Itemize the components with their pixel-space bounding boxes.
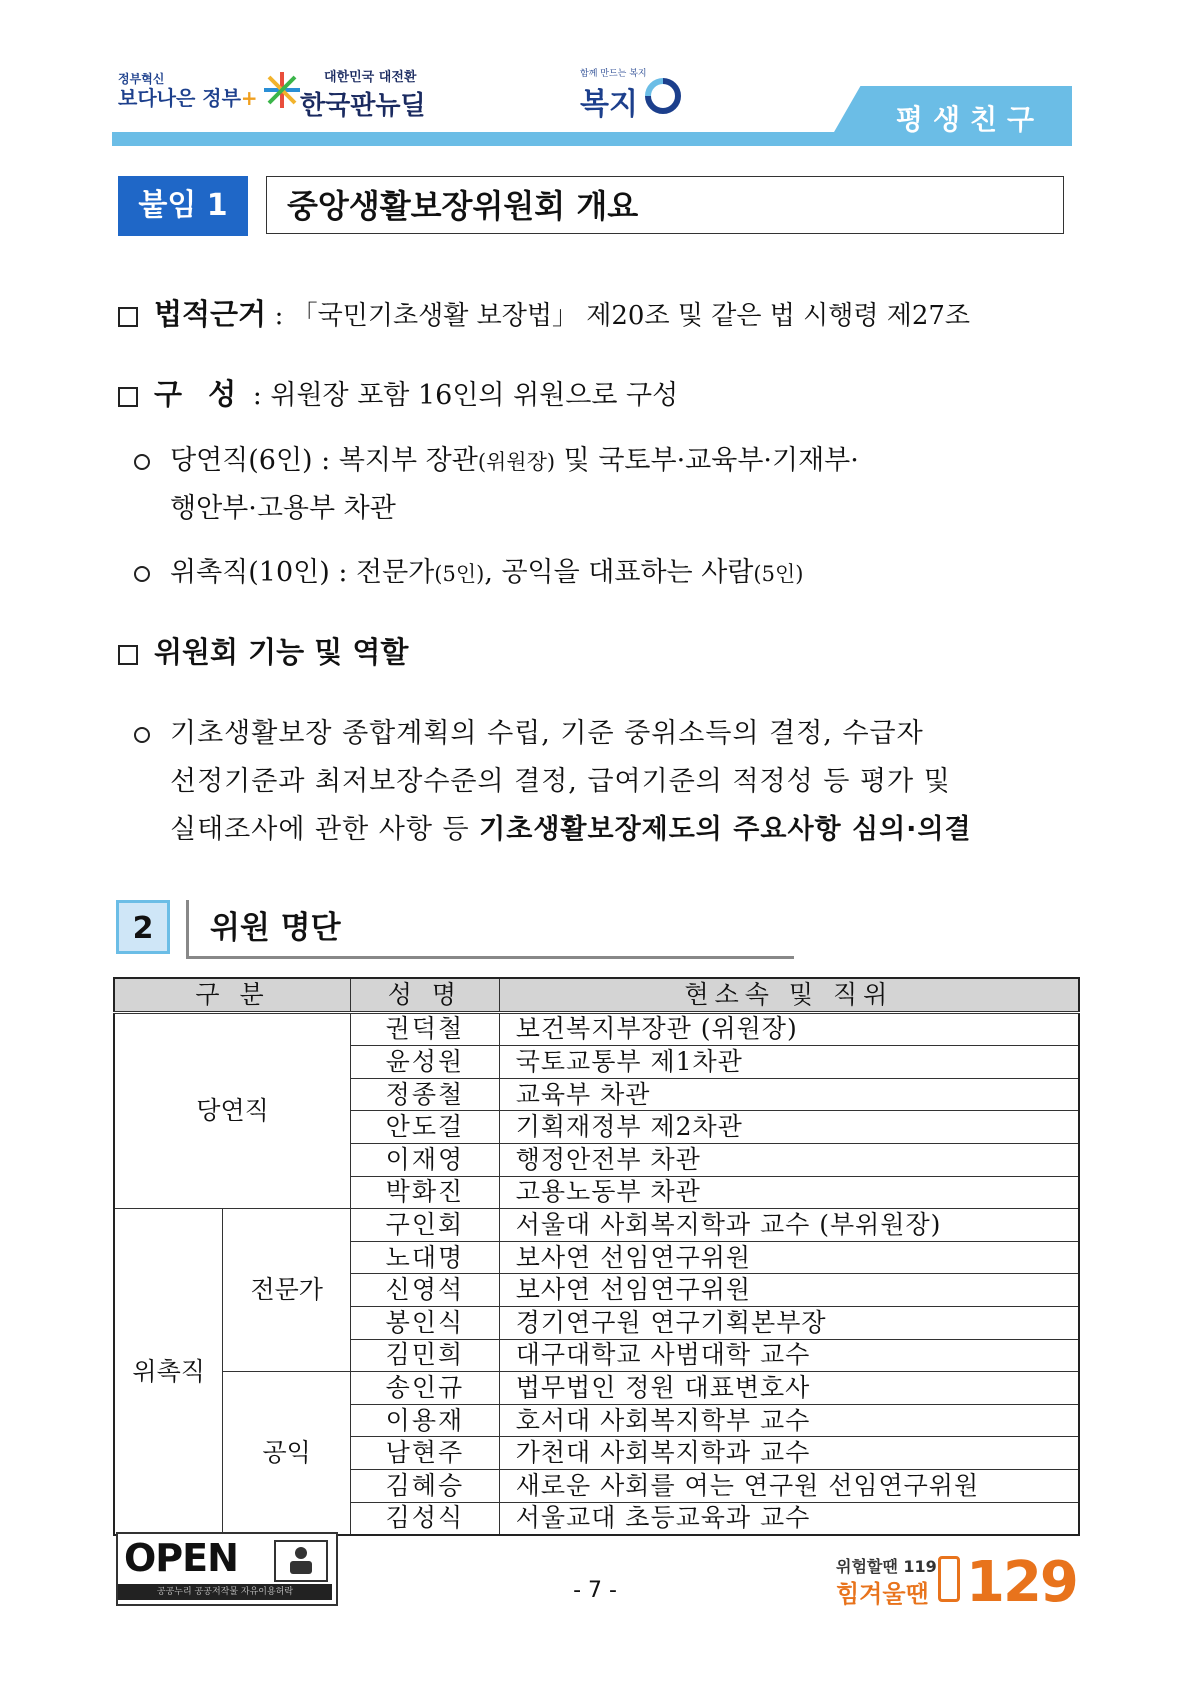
welfare-ring-icon — [640, 73, 686, 119]
appointed-note-expert: (5인) — [434, 562, 485, 586]
welfare-logo — [580, 66, 647, 123]
function-paragraph — [134, 710, 1084, 854]
member-position: 행정안전부 차관 — [499, 1143, 1079, 1176]
exofficio-text: 당연직(6인) : 복지부 장관 — [170, 445, 478, 476]
member-list-title: 위원 명단 — [210, 910, 341, 946]
subgroup-public: 공익 — [223, 1372, 351, 1535]
member-name: 윤성원 — [351, 1046, 500, 1079]
exofficio-note: (위원장) — [477, 450, 556, 474]
member-position: 고용노동부 차관 — [499, 1176, 1079, 1209]
member-position: 보사연 선임연구위원 — [499, 1241, 1079, 1274]
bullet-circle-icon — [134, 454, 150, 470]
korean-new-deal-logo — [262, 66, 426, 122]
legal-basis-label: 법적근거 — [154, 297, 267, 331]
group-appointed: 위촉직 — [114, 1209, 223, 1535]
member-position: 국토교통부 제1차관 — [499, 1046, 1079, 1079]
member-name: 이재영 — [351, 1143, 500, 1176]
member-name: 구인회 — [351, 1209, 500, 1242]
member-name: 박화진 — [351, 1176, 500, 1209]
exofficio-line — [134, 438, 859, 477]
group-exofficio: 당연직 — [114, 1012, 351, 1209]
new-deal-star-icon — [262, 70, 302, 110]
welfare-small-text: 함께 만드는 복지 — [580, 69, 647, 79]
member-position: 새로운 사회를 여는 연구원 선임연구위원 — [499, 1469, 1079, 1502]
new-deal-small-text: 대한민국 대전환 — [324, 70, 417, 85]
composition-label: 구 성 — [154, 377, 245, 411]
member-position: 서울교대 초등교육과 교수 — [499, 1502, 1079, 1535]
phone-icon — [938, 1556, 960, 1602]
member-name: 김민희 — [351, 1339, 500, 1372]
member-position: 경기연구원 연구기획본부장 — [499, 1306, 1079, 1339]
header-position: 현소속 및 직위 — [499, 978, 1079, 1012]
bullet-circle-icon — [134, 566, 150, 582]
member-name: 김성식 — [351, 1502, 500, 1535]
member-name: 안도걸 — [351, 1111, 500, 1144]
member-position: 보건복지부장관 (위원장) — [499, 1012, 1079, 1046]
section-number-badge: 2 — [116, 900, 170, 954]
checkbox-square-icon — [118, 645, 138, 665]
header-category: 구 분 — [114, 978, 351, 1012]
member-position: 교육부 차관 — [499, 1078, 1079, 1111]
member-name: 권덕철 — [351, 1012, 500, 1046]
member-position: 법무법인 정원 대표변호사 — [499, 1372, 1079, 1405]
function-line3-bold: 기초생활보장제도의 주요사항 심의·의결 — [479, 814, 972, 845]
plus-icon: + — [240, 86, 258, 110]
member-name: 봉인식 — [351, 1306, 500, 1339]
exofficio-text-cont: 및 국토부·교육부·기재부· — [555, 445, 859, 476]
legal-basis-text: : 「국민기초생활 보장법」 제20조 및 같은 법 시행령 제27조 — [274, 301, 971, 331]
member-name: 남현주 — [351, 1437, 500, 1470]
member-position: 기획재정부 제2차관 — [499, 1111, 1079, 1144]
member-position: 가천대 사회복지학과 교수 — [499, 1437, 1079, 1470]
title-divider-horizontal — [186, 956, 794, 959]
legal-basis-line — [118, 292, 970, 333]
table-row — [114, 1012, 1079, 1046]
member-name: 송인규 — [351, 1372, 500, 1405]
subgroup-expert: 전문가 — [223, 1209, 351, 1372]
attachment-badge: 붙임 1 — [118, 176, 248, 236]
bullet-circle-icon — [134, 727, 150, 743]
member-name: 정종철 — [351, 1078, 500, 1111]
gov-logo-small-text: 정부혁신 — [118, 72, 165, 86]
checkbox-square-icon — [118, 387, 138, 407]
member-name: 신영석 — [351, 1274, 500, 1307]
member-position: 보사연 선임연구위원 — [499, 1274, 1079, 1307]
appointed-line — [134, 550, 803, 589]
function-heading — [118, 630, 408, 671]
gov-logo-main: 보다나은 정부 — [118, 86, 241, 110]
table-row — [114, 1209, 1079, 1242]
function-line2: 선정기준과 최저보장수준의 결정, 급여기준의 적정성 등 평가 및 — [170, 766, 951, 797]
function-label: 위원회 기능 및 역할 — [154, 635, 409, 669]
open-license-label: OPEN — [124, 1536, 238, 1580]
attribution-person-icon — [274, 1540, 328, 1582]
gov-innovation-logo — [118, 70, 258, 109]
table-row — [114, 1372, 1079, 1405]
exofficio-line2: 행안부·고용부 차관 — [170, 493, 396, 524]
composition-line — [118, 372, 678, 413]
header-name: 성 명 — [351, 978, 500, 1012]
composition-text: : 위원장 포함 16인의 위원으로 구성 — [252, 380, 679, 411]
member-name: 노대명 — [351, 1241, 500, 1274]
appointed-note-public: (5인) — [753, 562, 804, 586]
header-tab-label: 평생친구 — [895, 103, 1045, 136]
table-header-row — [114, 978, 1079, 1012]
gov-logo-text — [118, 87, 258, 109]
page-number: - 7 - — [573, 1578, 617, 1603]
checkbox-square-icon — [118, 307, 138, 327]
member-name: 김혜승 — [351, 1469, 500, 1502]
appointed-text-cont: , 공익을 대표하는 사람 — [484, 557, 754, 588]
hotline-number: 129 — [966, 1550, 1077, 1615]
new-deal-text: 한국판뉴딜 — [300, 91, 426, 121]
member-table — [113, 977, 1080, 1536]
hotline-main-text: 힘겨울땐 — [836, 1580, 929, 1608]
welfare-logo-text: 복지 — [580, 87, 638, 122]
function-line3: 실태조사에 관한 사항 등 — [170, 814, 480, 845]
function-line1: 기초생활보장 종합계획의 수립, 기준 중위소득의 결정, 수급자 — [170, 718, 924, 749]
open-license-subtext: 공공누리 공공저작물 자유이용허락 — [118, 1584, 332, 1600]
member-position: 대구대학교 사범대학 교수 — [499, 1339, 1079, 1372]
member-name: 이용재 — [351, 1404, 500, 1437]
hotline-small-text: 위험할땐 119 — [836, 1557, 937, 1576]
member-position: 호서대 사회복지학부 교수 — [499, 1404, 1079, 1437]
section-title: 중앙생활보장위원회 개요 — [266, 176, 1064, 234]
appointed-text: 위촉직(10인) : 전문가 — [170, 557, 435, 588]
member-position: 서울대 사회복지학과 교수 (부위원장) — [499, 1209, 1079, 1242]
